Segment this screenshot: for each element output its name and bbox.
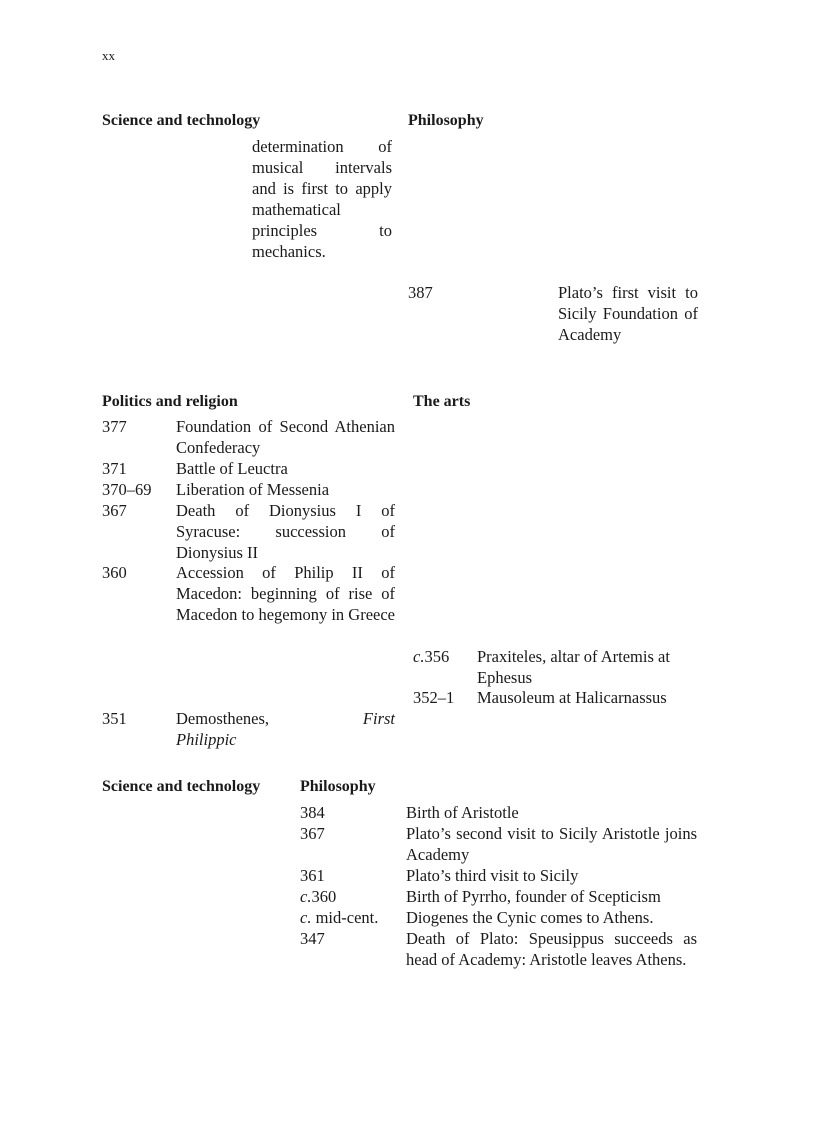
politics-date: 371: [102, 459, 127, 478]
politics-date: 377: [102, 417, 127, 436]
heading-science-technology-2: Science and technology: [102, 778, 261, 795]
heading-science-technology-1: Science and technology: [102, 112, 261, 129]
philosophy-date: 384: [300, 803, 325, 822]
philosophy-entry-date: 387: [408, 283, 433, 302]
philosophy-date: 347: [300, 929, 325, 948]
philosophy-date: 361: [300, 866, 325, 885]
heading-philosophy-1: Philosophy: [408, 112, 484, 129]
page-number: xx: [102, 48, 115, 63]
politics-text: [176, 708, 395, 750]
politics-text: Accession of Philip II of Macedon: beginning of rise of Macedon to hegemony in Greece: [176, 563, 395, 624]
arts-date: 352–1: [413, 688, 455, 707]
heading-politics-religion: Politics and religion: [102, 393, 238, 410]
arts-text: Mausoleum at Halicarnassus: [477, 688, 667, 707]
philosophy-date: 367: [300, 824, 325, 843]
politics-text: Battle of Leuctra: [176, 459, 288, 478]
arts-text: Praxiteles, altar of Artemis at Ephesus: [477, 647, 670, 687]
politics-text: Liberation of Messenia: [176, 480, 330, 499]
arts-date: c.356: [413, 647, 450, 666]
politics-text-title-cont: Philippic: [176, 730, 237, 749]
philosophy-text: Death of Plato: Speusippus succeeds as head of Academy: Aristotle leaves Athens.: [406, 929, 697, 969]
politics-text-title: First: [362, 709, 395, 728]
politics-date: 367: [102, 501, 127, 520]
philosophy-text: Birth of Aristotle: [406, 803, 519, 822]
politics-date: 360: [102, 563, 127, 582]
philosophy-text: Plato’s third visit to Sicily: [406, 866, 579, 885]
philosophy-date: c.360: [300, 887, 337, 906]
politics-date: 351: [102, 709, 127, 728]
politics-text: Death of Dionysius I of Syracuse: succession of Dionysius II: [176, 501, 395, 562]
heading-philosophy-2: Philosophy: [300, 778, 376, 795]
science-entry-text: determination of musical intervals and is first to apply mathematical principles to mechanics.: [252, 137, 392, 261]
philosophy-text: Diogenes the Cynic comes to Athens.: [406, 908, 654, 927]
politics-date: 370–69: [102, 480, 152, 499]
philosophy-text: Plato’s second visit to Sicily Aristotle joins Academy: [406, 824, 697, 864]
politics-text: Foundation of Second Athenian Confederacy: [176, 417, 395, 457]
politics-text-author: Demosthenes,: [176, 709, 270, 728]
philosophy-entry-text: Plato’s first visit to Sicily Foundation of Academy: [558, 283, 698, 344]
heading-the-arts: The arts: [413, 393, 471, 410]
philosophy-text: Birth of Pyrrho, founder of Scepticism: [406, 887, 661, 906]
philosophy-date: c. mid-cent.: [300, 908, 379, 927]
